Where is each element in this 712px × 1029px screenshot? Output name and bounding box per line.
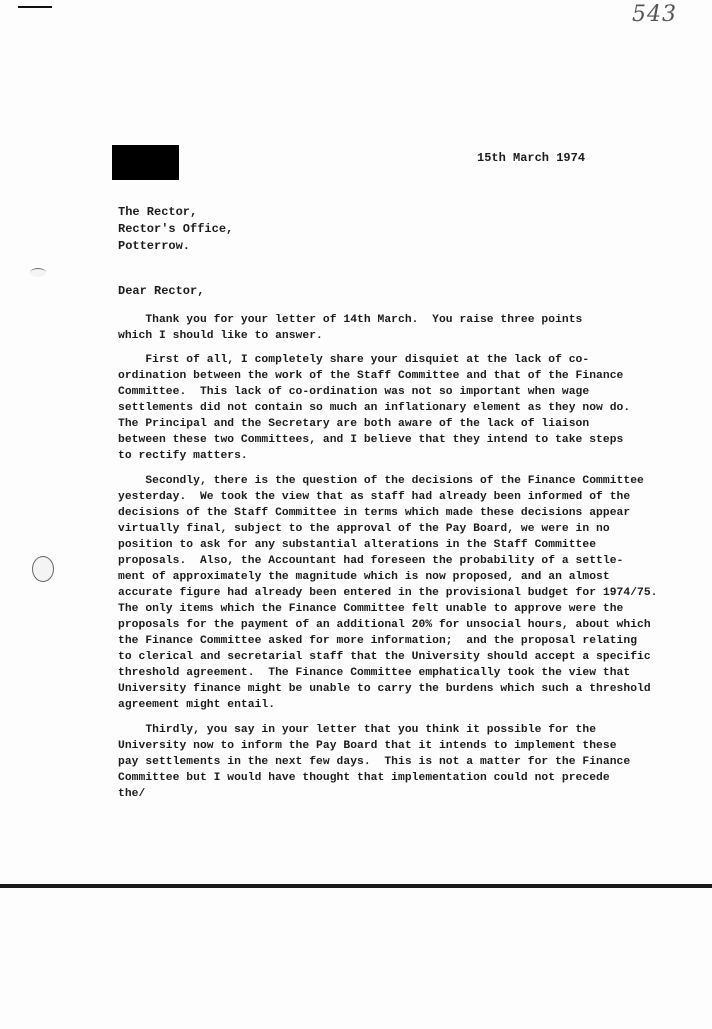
punch-hole-mark [30,268,46,277]
punch-hole-mark [32,556,54,582]
page-bottom-edge [0,884,712,888]
paragraph-line: The only items which the Finance Committee felt unable to approve were the [118,603,624,615]
paragraph-line: ordination between the work of the Staff Committee and that of the Finance [118,370,624,382]
salutation: Dear Rector, [118,284,205,298]
paragraph-line: Thank you for your letter of 14th March. You raise three points [118,314,583,326]
paragraph-line: between these two Committees, and I believe that they intend to take steps [118,434,624,446]
paragraph-line: proposals. Also, the Accountant had foreseen the probability of a settle- [118,555,624,567]
paragraph-line: First of all, I completely share your disquiet at the lack of co- [118,354,590,366]
paragraph-line: to rectify matters. [118,450,248,462]
address-line: The Rector, [118,205,198,219]
paragraph-line: threshold agreement. The Finance Committee emphatically took the view that [118,667,631,679]
paragraph-line: University now to inform the Pay Board that it intends to implement these [118,740,617,752]
paragraph-line: position to ask for any substantial alterations in the Staff Committee [118,539,597,551]
paragraph-line: to clerical and secretarial staff that the University should accept a specific [118,651,651,663]
paragraph-line: University finance might be unable to carry the burdens which such a threshold [118,683,651,695]
address-line: Potterrow. [118,239,191,253]
handwritten-page-number: 543 [632,2,677,27]
paragraph-line: The Principal and the Secretary are both aware of the lack of liaison [118,418,590,430]
paragraph-line: the Finance Committee asked for more information; and the proposal relating [118,635,638,647]
redaction-block [112,145,179,180]
paragraph-line: the/ [118,788,146,800]
paragraph-line: proposals for the payment of an additional 20% for unsocial hours, about which [118,619,651,631]
paragraph-line: Secondly, there is the question of the decisions of the Finance Committee [118,475,644,487]
paragraph-line: yesterday. We took the view that as staff had already been informed of the [118,491,631,503]
paragraph-line: Committee. This lack of co-ordination was not so important when wage [118,386,590,398]
paragraph-line: settlements did not contain so much an inflationary element as they now do. [118,402,631,414]
letter-date: 15th March 1974 [477,151,586,165]
paragraph-line: ment of approximately the magnitude which is now proposed, and an almost [118,571,610,583]
address-line: Rector's Office, [118,222,234,236]
paragraph-line: which I should like to answer. [118,330,323,342]
paragraph-line: Thirdly, you say in your letter that you think it possible for the [118,724,597,736]
paragraph-line: Committee but I would have thought that implementation could not precede [118,772,610,784]
top-edge-mark [18,6,52,8]
paragraph-line: accurate figure had already been entered in the provisional budget for 1974/75. [118,587,658,599]
paragraph-line: virtually final, subject to the approval of the Pay Board, we were in no [118,523,610,535]
paragraph-line: pay settlements in the next few days. This is not a matter for the Finance [118,756,631,768]
paragraph-line: decisions of the Staff Committee in terms which made these decisions appear [118,507,631,519]
paragraph-line: agreement might entail. [118,699,276,711]
